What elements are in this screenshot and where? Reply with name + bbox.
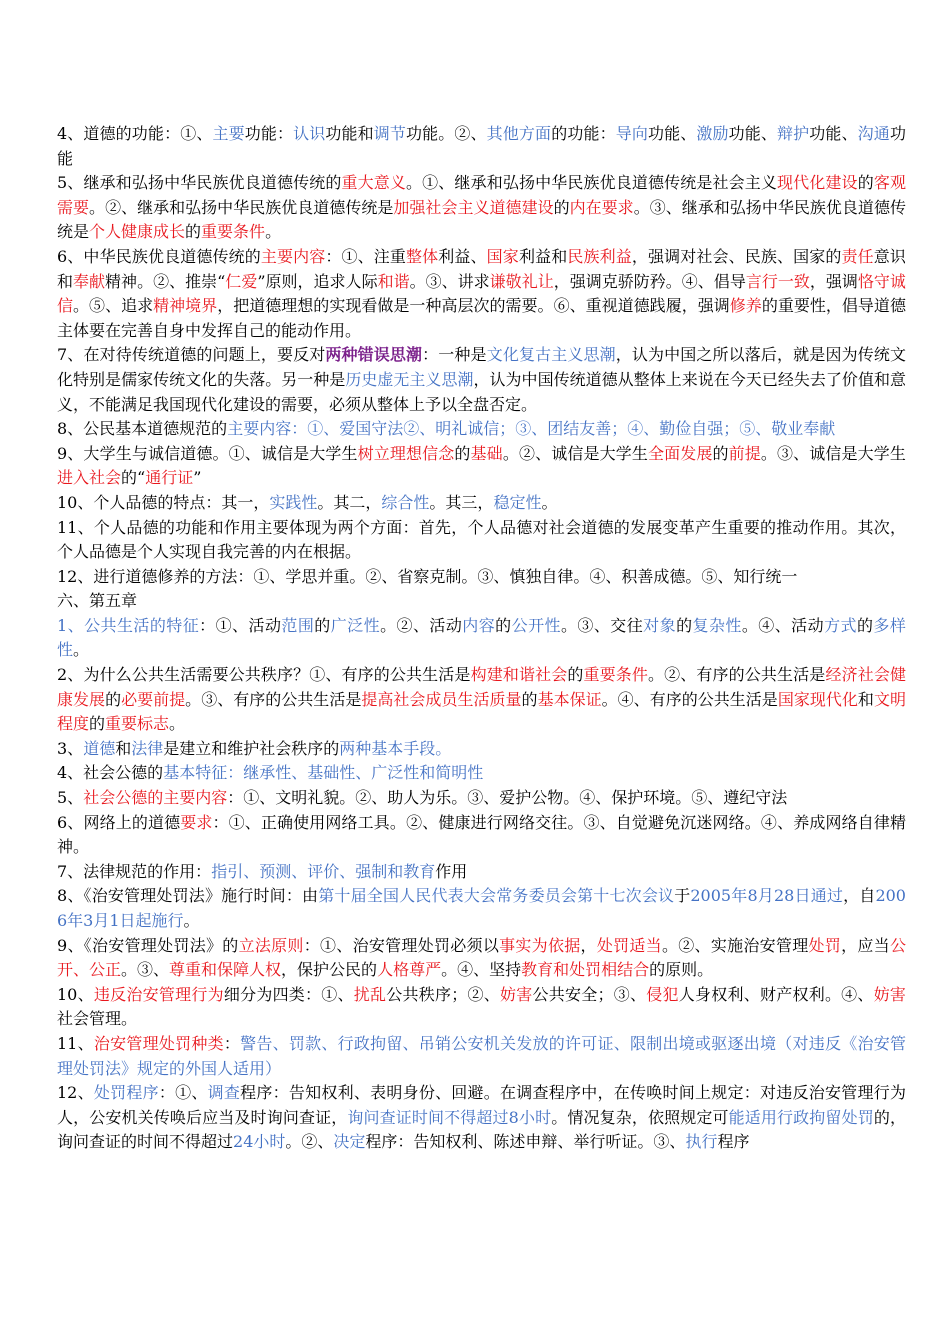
text-run: 9、大学生与诚信道德。①、诚信是大学生 bbox=[57, 443, 358, 463]
text-run: ，认为中国之所以落后，就是因为传统文化特别是儒家传统文化的失落。另一种是 bbox=[57, 345, 906, 389]
highlight-run: 重大意义 bbox=[341, 173, 407, 193]
text-run: 人身权利、财产权利。④、 bbox=[678, 984, 874, 1004]
text-run: 。②、实施治安管理 bbox=[661, 935, 809, 955]
highlight-run: 基础 bbox=[470, 443, 503, 463]
highlight-run: 认识 bbox=[293, 124, 326, 143]
text-run: ：①、 bbox=[158, 1083, 208, 1103]
highlight-run: 两种错误思潮 bbox=[325, 345, 423, 365]
highlight-run: 调节 bbox=[373, 124, 407, 143]
text-run: ：①、活动 bbox=[199, 615, 282, 635]
text-run: 细分为四类：①、 bbox=[223, 984, 354, 1004]
highlight-run: 尊重和保障人权 bbox=[169, 960, 282, 980]
text-run: 。③、交往 bbox=[560, 615, 644, 635]
text-run: ，自 bbox=[843, 886, 876, 906]
highlight-run: 主要 bbox=[212, 124, 245, 143]
paragraph bbox=[57, 663, 906, 737]
text-run: 10、个人品德的特点：其一， bbox=[57, 492, 270, 512]
highlight-run: 文化复古主义思潮 bbox=[486, 345, 616, 365]
highlight-run: 24小时 bbox=[233, 1132, 286, 1152]
text-run: 9、《治安管理处罚法》的 bbox=[57, 935, 239, 955]
text-run: 的原则。 bbox=[649, 960, 714, 980]
text-run: 。 bbox=[183, 911, 200, 930]
paragraph bbox=[57, 343, 906, 417]
highlight-run: 客观需要 bbox=[57, 173, 906, 217]
highlight-run: 重要条件 bbox=[583, 665, 649, 685]
paragraph bbox=[57, 122, 906, 171]
paragraph bbox=[57, 171, 906, 245]
text-run: 的功能： bbox=[551, 124, 616, 143]
text-run: ， bbox=[580, 935, 597, 955]
highlight-run: 内在要求 bbox=[569, 197, 634, 217]
highlight-run: 对象 bbox=[643, 615, 677, 635]
text-run: 和 bbox=[857, 689, 874, 709]
highlight-run: 法律 bbox=[131, 738, 164, 758]
highlight-run: 方式 bbox=[824, 615, 857, 635]
highlight-run: 重要条件 bbox=[201, 222, 266, 242]
text-run: 的“ bbox=[121, 468, 146, 488]
text-run: 公共安全；③、 bbox=[532, 984, 647, 1004]
highlight-run: 民族利益 bbox=[567, 246, 632, 266]
text-run: 6、中华民族优良道德传统的 bbox=[57, 246, 261, 266]
text-run: ，认为中国传统道德从整体上来说在今天已经失去了价值和意义，不能满足我国现代化建设的需要，必须从整体上予以全盘否定。 bbox=[57, 369, 906, 414]
text-run: ：①、正确使用网络工具。②、健康进行网络交往。③、自觉避免沉迷网络。④、养成网络自律精神。 bbox=[57, 812, 906, 857]
text-run: 程序：告知权利、表明身份、回避。在调查程序中，在传唤时间上规定：对违反治安管理行为人，公安机关传唤后应当及时询问查证， bbox=[57, 1083, 906, 1127]
highlight-run: 警告、罚款、行政拘留、吊销公安机关发放的许可证、限制出境或驱逐出境（对违反《治安管理处罚法》规定的外国人适用） bbox=[57, 1033, 906, 1078]
text-run: 。③、诚信是大学生 bbox=[760, 443, 906, 463]
highlight-run: 整体 bbox=[406, 246, 439, 266]
text-run: 。⑤、追求 bbox=[73, 296, 154, 316]
text-run: 和 bbox=[115, 738, 132, 758]
text-run: 5、继承和弘扬中华民族优良道德传统的 bbox=[57, 173, 342, 193]
highlight-run: 加强社会主义道德建设 bbox=[393, 197, 554, 217]
paragraph bbox=[57, 565, 906, 590]
text-run: 8、《治安管理处罚法》施行时间：由 bbox=[57, 886, 319, 906]
text-run: 精神。②、推崇“ bbox=[105, 271, 226, 291]
text-run: ： bbox=[223, 1033, 241, 1053]
highlight-run: 提高社会成员生活质量 bbox=[361, 689, 522, 709]
text-run: 作用 bbox=[435, 861, 468, 881]
text-run: 的 bbox=[567, 665, 584, 685]
text-run: 的 bbox=[314, 615, 331, 635]
text-run: 功能、 bbox=[728, 124, 778, 143]
highlight-run: 历史虚无主义思潮 bbox=[345, 369, 474, 389]
paragraph bbox=[57, 417, 906, 442]
highlight-run: 辩护 bbox=[777, 124, 810, 143]
highlight-run: 两种基本手段。 bbox=[339, 738, 452, 758]
text-run: 8、公民基本道德规范的 bbox=[57, 419, 228, 439]
text-run: 11、 bbox=[57, 1033, 94, 1053]
paragraph bbox=[57, 491, 906, 516]
highlight-run: 处罚 bbox=[808, 935, 842, 955]
text-run: 4、道德的功能：①、 bbox=[57, 124, 213, 143]
highlight-run: 通行证 bbox=[145, 468, 194, 488]
text-run: 社会管理。 bbox=[57, 1009, 138, 1029]
paragraph bbox=[57, 934, 906, 983]
text-run: 的 bbox=[185, 222, 202, 242]
highlight-run: 公开性 bbox=[511, 615, 561, 635]
text-run: 的 bbox=[857, 173, 874, 193]
text-run: ，保护公民的 bbox=[281, 960, 378, 980]
text-run: 的 bbox=[676, 615, 693, 635]
text-run: 利益、 bbox=[438, 246, 487, 266]
highlight-run: 综合性 bbox=[381, 492, 430, 512]
text-run: 于 bbox=[674, 886, 691, 906]
highlight-run: 沟通 bbox=[857, 124, 890, 143]
paragraph bbox=[57, 884, 906, 933]
text-run: 。④、活动 bbox=[741, 615, 825, 635]
text-run: 。 bbox=[541, 492, 558, 512]
highlight-run: 和谐 bbox=[377, 271, 410, 291]
text-run: ，把道德理想的实现看做是一种高层次的需要。⑥、重视道德践履，强调 bbox=[217, 296, 730, 316]
highlight-run: 决定 bbox=[333, 1132, 366, 1152]
text-run: ”原则，追求人际 bbox=[257, 271, 378, 291]
text-run: 。③、 bbox=[121, 960, 170, 980]
text-run: ：一种是 bbox=[422, 345, 487, 365]
text-run: 的重要性，倡导道德主体要在完善自身中发挥自己的能动作用。 bbox=[57, 296, 906, 340]
highlight-run: 实践性 bbox=[269, 492, 318, 512]
highlight-run: 内容 bbox=[462, 615, 496, 635]
text-run: 程序 bbox=[717, 1132, 750, 1152]
text-run: 5、 bbox=[57, 788, 84, 808]
text-run: 。②、有序的公共生活是 bbox=[648, 665, 826, 685]
paragraph bbox=[57, 245, 906, 343]
highlight-run: 国家 bbox=[486, 246, 519, 266]
text-run: 。其二， bbox=[317, 492, 382, 512]
text-run: 。③、讲求 bbox=[409, 271, 490, 291]
highlight-run: 基本特征：继承性、基础性、广泛性和简明性 bbox=[163, 763, 484, 783]
text-run: 功能和 bbox=[325, 124, 374, 143]
text-run: 。情况复杂，依照规定可 bbox=[551, 1107, 729, 1127]
highlight-run: 广泛性 bbox=[330, 615, 381, 635]
text-run: 程序：告知权利、陈述申辩、举行听证。③、 bbox=[365, 1132, 686, 1152]
text-run: ：①、治安管理处罚必须以 bbox=[303, 935, 500, 955]
text-run: ，强调对社会、民族、国家的 bbox=[631, 246, 842, 266]
text-run: 。①、继承和弘扬中华民族优良道德传统是社会主义 bbox=[406, 173, 778, 193]
text-run: ，应当 bbox=[841, 935, 890, 955]
highlight-run: 调查 bbox=[207, 1083, 241, 1103]
paragraph bbox=[57, 1081, 906, 1155]
highlight-run: 要求 bbox=[180, 812, 213, 832]
highlight-run: 妨害 bbox=[873, 984, 906, 1004]
text-run: ” bbox=[193, 468, 202, 488]
highlight-run: 1、公共生活的 bbox=[57, 615, 167, 635]
highlight-run: 经济社会健康发展 bbox=[57, 665, 906, 709]
highlight-run: 重要标志 bbox=[105, 714, 170, 734]
highlight-run: 执行 bbox=[685, 1132, 718, 1152]
highlight-run: 激励 bbox=[696, 124, 729, 143]
text-run: 公共秩序；②、 bbox=[386, 984, 501, 1004]
paragraph bbox=[57, 983, 906, 1032]
text-run: 。②、活动 bbox=[380, 615, 463, 635]
text-run: 功能。②、 bbox=[406, 124, 487, 143]
text-run: 的 bbox=[454, 443, 471, 463]
text-run: 的 bbox=[553, 197, 570, 217]
text-run: 的 bbox=[495, 615, 512, 635]
text-run: 。 bbox=[265, 222, 282, 242]
text-run: 功能、 bbox=[809, 124, 858, 143]
highlight-run: 妨害 bbox=[500, 984, 533, 1004]
text-run: 。④、坚持 bbox=[441, 960, 522, 980]
text-run: 6、网络上的道德 bbox=[57, 812, 181, 832]
highlight-run: 全面发展 bbox=[647, 443, 713, 463]
text-run: 是建立和维护社会秩序的 bbox=[163, 738, 340, 758]
highlight-run: 国家现代化 bbox=[777, 689, 858, 709]
text-run: 10、 bbox=[57, 984, 94, 1004]
highlight-run: 必要前提 bbox=[121, 689, 186, 709]
highlight-run: 前提 bbox=[728, 443, 761, 463]
text-run: 利益和 bbox=[518, 246, 568, 266]
text-run: 。其三， bbox=[429, 492, 494, 512]
text-run: 的 bbox=[856, 615, 874, 635]
highlight-run: 精神境界 bbox=[153, 296, 218, 316]
highlight-run: 恪守诚信 bbox=[57, 271, 906, 316]
text-run: 4、社会公德的 bbox=[57, 763, 164, 783]
highlight-run: 指引、预测、评价、强制和教育 bbox=[211, 861, 436, 881]
highlight-run: 多样性 bbox=[57, 615, 906, 660]
highlight-run: 其他方面 bbox=[486, 124, 552, 143]
highlight-run: 奉献 bbox=[73, 271, 106, 291]
highlight-run: 文明程度 bbox=[57, 689, 906, 734]
paragraph bbox=[57, 614, 906, 663]
highlight-run: 谦敬礼让 bbox=[489, 271, 554, 291]
text-run: 。③、有序的公共生活是 bbox=[185, 689, 362, 709]
paragraph bbox=[57, 860, 906, 885]
highlight-run: 导向 bbox=[615, 124, 648, 143]
text-run: 功能、 bbox=[647, 124, 697, 143]
highlight-run: 基本保证 bbox=[537, 689, 602, 709]
text-run: 的 bbox=[521, 689, 538, 709]
highlight-run: 处罚程序 bbox=[93, 1083, 159, 1103]
highlight-run: 社会公德的主要内容 bbox=[83, 788, 228, 808]
text-run: ，强调 bbox=[809, 271, 858, 291]
highlight-run: 修养 bbox=[729, 296, 762, 316]
paragraph bbox=[57, 737, 906, 762]
highlight-run: 人格尊严 bbox=[377, 960, 442, 980]
highlight-run: 事实为依据 bbox=[499, 935, 581, 955]
text-run: 。②、继承和弘扬中华民族优良道德传统是 bbox=[89, 197, 394, 217]
text-run: 的，询问查证的时间不得超过 bbox=[57, 1107, 906, 1152]
text-run: 2、为什么公共生活需要公共秩序？①、有序的公共生活是 bbox=[57, 665, 471, 685]
paragraph bbox=[57, 761, 906, 786]
text-run: 的 bbox=[89, 714, 106, 734]
text-run: 。③、继承和弘扬中华民族优良道德传统是 bbox=[57, 197, 906, 242]
text-run: 意识和 bbox=[57, 246, 906, 291]
text-run: 功能 bbox=[57, 124, 906, 168]
paragraph bbox=[57, 811, 906, 860]
highlight-run: 树立理想信念 bbox=[357, 443, 455, 463]
highlight-run: 第十届全国人民代表大会常务委员会第十七次会议 bbox=[318, 886, 675, 906]
highlight-run: 言行一致 bbox=[745, 271, 810, 291]
highlight-run: 范围 bbox=[281, 615, 315, 635]
text-run: 3、 bbox=[57, 738, 84, 758]
highlight-run: 仁爱 bbox=[225, 271, 258, 291]
paragraph bbox=[57, 516, 906, 565]
highlight-run: 构建和谐社会 bbox=[470, 665, 568, 685]
highlight-run: 特征 bbox=[166, 615, 200, 635]
highlight-run: 现代化建设 bbox=[777, 173, 858, 193]
paragraph bbox=[57, 442, 906, 491]
text-run: 。②、诚信是大学生 bbox=[502, 443, 648, 463]
highlight-run: 责任 bbox=[841, 246, 874, 266]
highlight-run: 主要内容：①、爱国守法②、明礼诚信；③、团结友善；④、勤俭自强；⑤、敬业奉献 bbox=[227, 419, 836, 439]
text-run: ：①、文明礼貌。②、助人为乐。③、爱护公物。④、保护环境。⑤、遵纪守法 bbox=[227, 788, 788, 808]
highlight-run: 违反治安管理行为 bbox=[93, 984, 224, 1004]
highlight-run: 询问查证时间不得超过8小时 bbox=[347, 1107, 552, 1127]
text-run: 六、第五章 bbox=[57, 591, 138, 611]
highlight-run: 2005年8月28日通过 bbox=[690, 886, 844, 906]
highlight-run: 立法原则 bbox=[238, 935, 304, 955]
highlight-run: 能适用行政拘留处罚 bbox=[728, 1107, 874, 1127]
paragraph bbox=[57, 786, 906, 811]
text-run: ：①、注重 bbox=[325, 246, 407, 266]
text-run: 12、进行道德修养的方法：①、学思并重。②、省察克制。③、慎独自律。④、积善成德。⑤、知行统一 bbox=[57, 566, 798, 586]
text-run: 11、个人品德的功能和作用主要体现为两个方面：首先，个人品德对社会道德的发展变革产生重要的推动作用。其次，个人品德是个人实现自我完善的内在根据。 bbox=[57, 517, 906, 562]
highlight-run: 复杂性 bbox=[692, 615, 742, 635]
text-run: 的 bbox=[712, 443, 729, 463]
text-run: 。 bbox=[169, 714, 186, 734]
paragraph bbox=[57, 1032, 906, 1081]
highlight-run: 道德 bbox=[83, 738, 116, 758]
highlight-run: 个人健康成长 bbox=[89, 222, 186, 242]
text-run: ，强调克骄防矜。④、倡导 bbox=[553, 271, 746, 291]
highlight-run: 进入社会 bbox=[57, 468, 122, 488]
highlight-run: 稳定性 bbox=[493, 492, 542, 512]
text-run: 。②、 bbox=[285, 1132, 334, 1152]
text-run: 12、 bbox=[57, 1083, 94, 1103]
text-run: 7、在对待传统道德的问题上，要反对 bbox=[57, 345, 326, 365]
text-run: 。④、有序的公共生活是 bbox=[601, 689, 778, 709]
text-run: 的 bbox=[105, 689, 122, 709]
text-run: 7、法律规范的作用： bbox=[57, 861, 212, 881]
highlight-run: 侵犯 bbox=[646, 984, 679, 1004]
highlight-run: 公开、公正 bbox=[57, 935, 906, 980]
text-run: 。 bbox=[73, 640, 90, 660]
highlight-run: 扰乱 bbox=[353, 984, 387, 1004]
text-run: 功能： bbox=[244, 124, 294, 143]
highlight-run: 教育和处罚相结合 bbox=[521, 960, 650, 980]
highlight-run: 治安管理处罚种类 bbox=[93, 1033, 224, 1053]
highlight-run: 处罚适当 bbox=[596, 935, 662, 955]
paragraph bbox=[57, 589, 906, 614]
highlight-run: 主要内容 bbox=[260, 246, 326, 266]
highlight-run: 2006年3月1日起施行 bbox=[57, 886, 906, 930]
